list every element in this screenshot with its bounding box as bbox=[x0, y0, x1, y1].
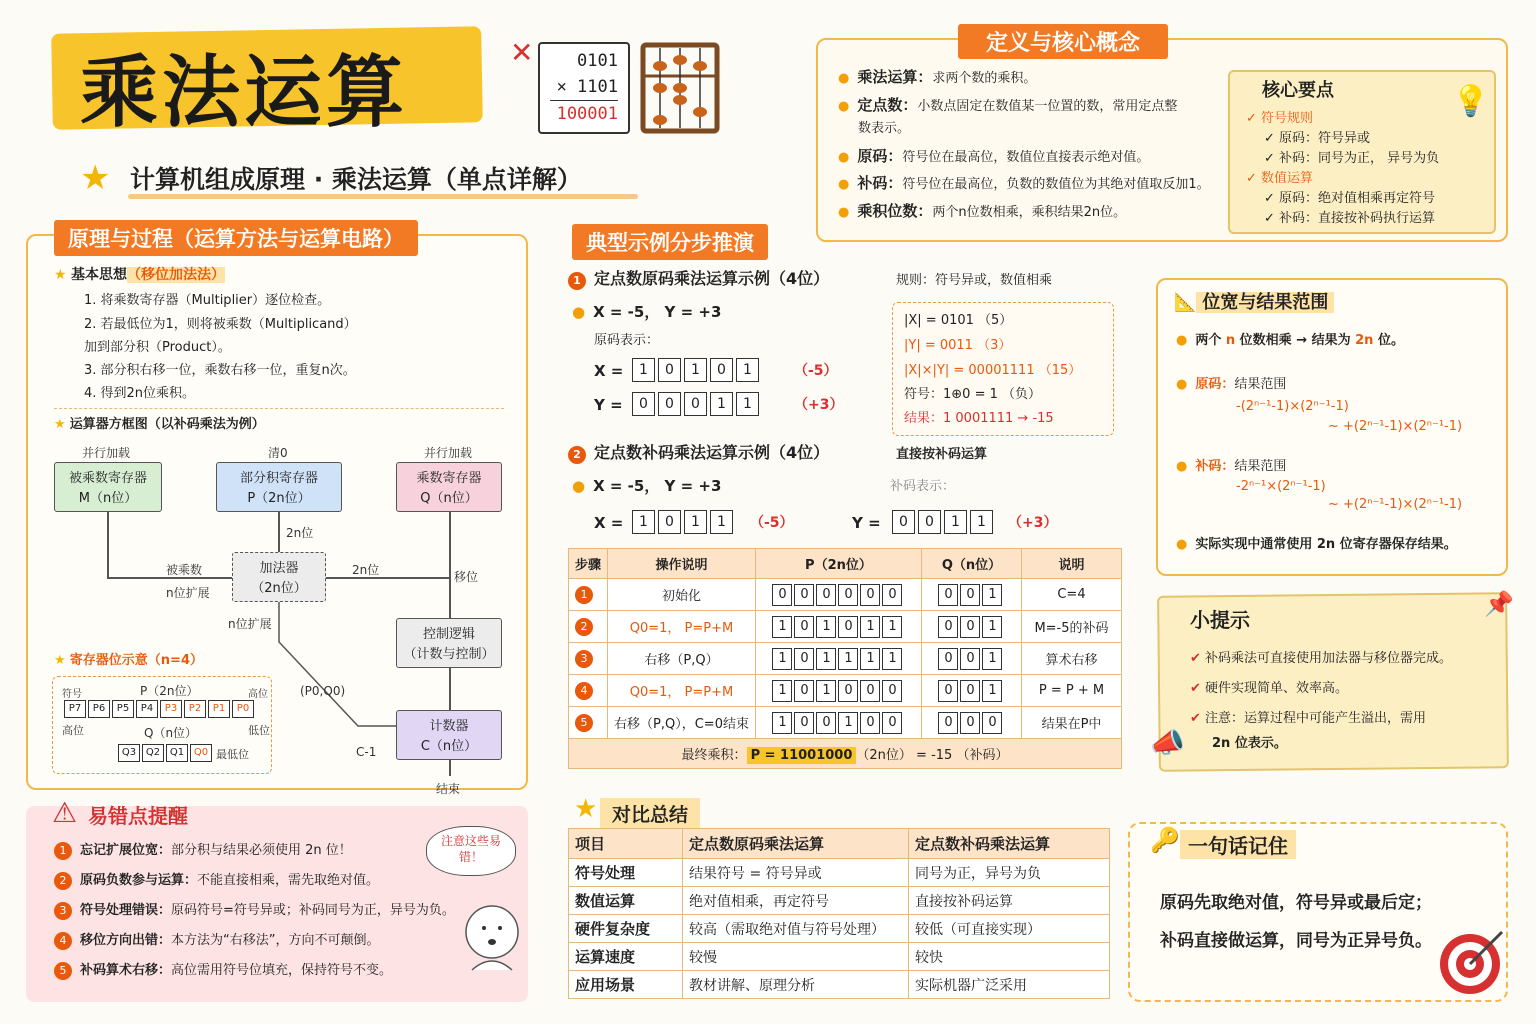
cell: 较高（需取绝对值与符号处理） bbox=[689, 921, 885, 938]
remember-line-2: 补码直接做运算，同号为正异号负。 bbox=[1160, 931, 1432, 951]
reg-high: 高位 bbox=[62, 724, 84, 737]
table-row bbox=[569, 887, 1110, 915]
step-1: 1. 将乘数寄存器（Multiplier）逐位检查。 bbox=[84, 293, 331, 308]
multiplicand-register: 被乘数寄存器 M（n位） bbox=[54, 462, 162, 512]
label-end: 结束 bbox=[436, 782, 461, 796]
bit: 0 bbox=[938, 648, 958, 670]
bit: 1 bbox=[684, 510, 707, 534]
ex2-y-label: Y = bbox=[852, 514, 881, 532]
core-line-5: ✓ 原码：绝对值相乘再定符号 bbox=[1264, 191, 1436, 206]
bit: 1 bbox=[944, 510, 967, 534]
bit: 0 bbox=[658, 392, 681, 416]
table-row bbox=[569, 915, 1110, 943]
reg-p-label: P（2n位） bbox=[140, 684, 199, 698]
table-row bbox=[569, 579, 1122, 611]
star-icon: ★ bbox=[574, 794, 598, 824]
bit: 0 bbox=[816, 584, 836, 606]
bit: 0 bbox=[794, 712, 814, 734]
step-note: 结果在P中 bbox=[1041, 717, 1102, 732]
ex1-calc-5: 结果：1 0001111 → -15 bbox=[904, 411, 1054, 426]
basic-idea-heading: ★ 基本思想（移位加法法） bbox=[54, 267, 226, 283]
cell: 实际机器广泛采用 bbox=[915, 977, 1027, 994]
bit: 0 bbox=[838, 584, 858, 606]
label-multiplicand: 被乘数 bbox=[166, 563, 203, 577]
step-note: 算术右移 bbox=[1045, 653, 1098, 668]
label-shift: 移位 bbox=[454, 570, 479, 584]
bit: 1 bbox=[982, 680, 1002, 702]
steps-table bbox=[568, 548, 1122, 769]
cell: 符号处理 bbox=[575, 864, 636, 882]
bit: 1 bbox=[772, 712, 792, 734]
cell: 运算速度 bbox=[575, 948, 636, 966]
col-header: 定点数补码乘法运算 bbox=[909, 829, 1110, 859]
bit: 0 bbox=[794, 616, 814, 638]
ex2-x-label: X = bbox=[594, 514, 624, 532]
bit: P3 bbox=[160, 700, 182, 718]
col-header: 操作说明 bbox=[608, 549, 756, 579]
range-title: 📐 位宽与结果范围 bbox=[1174, 288, 1334, 314]
bit: P2 bbox=[184, 700, 206, 718]
bit: Q3 bbox=[118, 744, 140, 762]
core-points-title: 核心要点 bbox=[1262, 80, 1334, 101]
ex2-repr: 补码表示： bbox=[890, 479, 956, 494]
pitfall-1: 1 忘记扩展位宽：部分积与结果必须使用 2n 位！ bbox=[54, 842, 352, 860]
tip-2: ✔ 硬件实现简单、效率高。 bbox=[1190, 681, 1349, 696]
definitions-banner: 定义与核心概念 bbox=[958, 24, 1168, 59]
ex1-repr: 原码表示： bbox=[594, 333, 660, 348]
ex2-rule: 直接按补码运算 bbox=[896, 447, 988, 462]
bit: 1 bbox=[736, 392, 759, 416]
bit: 0 bbox=[938, 712, 958, 734]
reg-q-bits bbox=[118, 744, 214, 762]
bit: 0 bbox=[816, 712, 836, 734]
ex2-xy: ● X = -5， Y = +3 bbox=[572, 477, 722, 495]
bit: 1 bbox=[982, 648, 1002, 670]
step-note: C=4 bbox=[1057, 587, 1086, 602]
step-note: M=-5的补码 bbox=[1034, 621, 1109, 636]
final-result: 最终乘积： P = 11001000 （2n位） = -15 （补码） bbox=[569, 739, 1122, 769]
bit: 0 bbox=[772, 584, 792, 606]
col-header: 定点数原码乘法运算 bbox=[683, 829, 909, 859]
step-2: 2. 若最低位为1，则将被乘数（Multiplicand） bbox=[84, 317, 357, 332]
bit: 0 bbox=[710, 358, 733, 382]
bit: P7 bbox=[64, 700, 86, 718]
wire bbox=[449, 760, 451, 776]
core-line-1: ✓ 符号规则 bbox=[1246, 111, 1314, 126]
bit: 1 bbox=[632, 510, 655, 534]
bit: P6 bbox=[88, 700, 110, 718]
bit: 0 bbox=[938, 584, 958, 606]
pitfall-3: 3 符号处理错误：原码符号=符号异或；补码同号为正，异号为负。 bbox=[54, 902, 455, 920]
bit: 0 bbox=[838, 680, 858, 702]
step-number: 4 bbox=[575, 682, 593, 700]
step-3: 3. 部分积右移一位，乘数右移一位，重复n次。 bbox=[84, 363, 356, 378]
ruler-icon: 📐 bbox=[1174, 292, 1197, 313]
cell: 教材讲解、原理分析 bbox=[689, 977, 815, 994]
speech-bubble: 注意这些易错！ bbox=[426, 826, 516, 876]
principle-banner: 原理与过程（运算方法与运算电路） bbox=[54, 220, 418, 256]
bit: 1 bbox=[982, 584, 1002, 606]
label-load-2: 并行加载 bbox=[424, 446, 473, 460]
bit: 0 bbox=[632, 392, 655, 416]
reg-sign: 符号 bbox=[62, 689, 82, 700]
ex1-calc-2: |Y| = 0011 （3） bbox=[904, 338, 1012, 353]
subtitle-underline bbox=[128, 194, 638, 199]
table-row bbox=[569, 675, 1122, 707]
ex1-rule: 规则：符号异或，数值相乘 bbox=[896, 273, 1053, 288]
step-op: Q0=1， P=P+M bbox=[629, 621, 734, 636]
ex2-x-bits bbox=[632, 510, 736, 534]
page-title: 乘法运算 bbox=[80, 48, 409, 138]
bit: 0 bbox=[918, 510, 941, 534]
ex1-calc-1: |X| = 0101 （5） bbox=[904, 313, 1013, 328]
table-row bbox=[569, 707, 1122, 739]
step-2b: 加到部分积（Product）。 bbox=[84, 340, 231, 355]
calc-result: 100001 bbox=[556, 104, 618, 124]
bit: 1 bbox=[970, 510, 993, 534]
control-logic: 控制逻辑 （计数与控制） bbox=[396, 618, 502, 668]
divider bbox=[54, 408, 504, 409]
ex1-calc-4: 符号：1⊕0 = 1 （负） bbox=[904, 387, 1041, 402]
wire bbox=[278, 512, 280, 552]
bit: 1 bbox=[632, 358, 655, 382]
register-heading: ★ 寄存器位示意（n=4） bbox=[54, 653, 203, 668]
calc-line-2: × 1101 bbox=[550, 74, 618, 101]
tip-1: ✔ 补码乘法可直接使用加法器与移位器完成。 bbox=[1190, 651, 1453, 666]
def-item-5: ● 乘积位数：两个n位数相乘，乘积结果2n位。 bbox=[838, 202, 1127, 220]
col-header: 项目 bbox=[569, 829, 683, 859]
table-row bbox=[569, 643, 1122, 675]
def-item-4: ● 补码：符号位在最高位，负数的数值位为其绝对值取反加1。 bbox=[838, 174, 1210, 192]
ex1-x-label: X = bbox=[594, 362, 624, 380]
label-2n-up: 2n位 bbox=[286, 526, 314, 540]
step-number: 3 bbox=[575, 650, 593, 668]
ex1-calc-3: |X|×|Y| = 00001111 （15） bbox=[904, 363, 1082, 378]
reg-high-left: 高位 bbox=[248, 689, 268, 700]
bit: 1 bbox=[882, 616, 902, 638]
thinking-face-icon bbox=[462, 902, 522, 972]
bit: 0 bbox=[838, 616, 858, 638]
bit: 1 bbox=[816, 616, 836, 638]
ex1-y-bits bbox=[632, 392, 762, 416]
bit: 1 bbox=[838, 648, 858, 670]
def-item-3: ● 原码：符号位在最高位，数值位直接表示绝对值。 bbox=[838, 147, 1150, 165]
range-bu: ● 补码：结果范围 bbox=[1176, 459, 1287, 474]
cell: 较慢 bbox=[689, 949, 717, 966]
cell: 硬件复杂度 bbox=[575, 920, 651, 938]
label-2n-right: 2n位 bbox=[352, 563, 380, 577]
bit: 0 bbox=[794, 584, 814, 606]
diagram-heading: ★ 运算器方框图（以补码乘法为例） bbox=[54, 417, 265, 432]
ex1-y-val: （+3） bbox=[794, 397, 844, 413]
multiply-icon: ✕ bbox=[510, 36, 534, 69]
ex1-y-label: Y = bbox=[594, 396, 623, 414]
bit: 1 bbox=[772, 648, 792, 670]
wire-diag bbox=[278, 602, 398, 732]
ex2-x-val: （-5） bbox=[750, 515, 794, 531]
pitfall-5: 5 补码算术右移：高位需用符号位填充，保持符号不变。 bbox=[54, 962, 392, 980]
bit: 0 bbox=[982, 712, 1002, 734]
bit: 0 bbox=[938, 680, 958, 702]
warning-icon: ⚠ bbox=[52, 796, 78, 829]
compare-title: 对比总结 bbox=[600, 798, 700, 829]
bit: 0 bbox=[960, 584, 980, 606]
pitfall-2: 2 原码负数参与运算：不能直接相乘，需先取绝对值。 bbox=[54, 872, 379, 890]
bit: 0 bbox=[960, 680, 980, 702]
cell: 结果符号 = 符号异或 bbox=[689, 865, 822, 882]
reg-lowest: 最低位 bbox=[216, 748, 249, 761]
bit: 0 bbox=[960, 712, 980, 734]
bit: 0 bbox=[960, 648, 980, 670]
def-item-2: ● 定点数：小数点固定在数值某一位置的数，常用定点整 bbox=[838, 96, 1178, 114]
bit: 1 bbox=[816, 648, 836, 670]
ex2-title: 2 定点数补码乘法运算示例（4位） bbox=[568, 444, 829, 464]
bit: 0 bbox=[658, 510, 681, 534]
label-load-1: 并行加载 bbox=[82, 446, 131, 460]
col-header: 步骤 bbox=[569, 549, 608, 579]
wire bbox=[449, 668, 451, 710]
pin-icon: 📌 bbox=[1484, 590, 1514, 618]
core-line-4: ✓ 数值运算 bbox=[1246, 171, 1314, 186]
table-row bbox=[569, 971, 1110, 999]
megaphone-icon: 📣 bbox=[1150, 726, 1185, 759]
range-line-1: ● 两个 n 位数相乘 → 结果为 2n 位。 bbox=[1176, 333, 1404, 348]
cell: 绝对值相乘，再定符号 bbox=[689, 893, 829, 910]
bit: 1 bbox=[860, 616, 880, 638]
range-bu-f1: -2ⁿ⁻¹×(2ⁿ⁻¹-1) bbox=[1236, 479, 1326, 494]
bit: P0 bbox=[232, 700, 254, 718]
bit: 0 bbox=[658, 358, 681, 382]
bit: 1 bbox=[710, 392, 733, 416]
cell: 数值运算 bbox=[575, 892, 636, 910]
col-header: 说明 bbox=[1021, 549, 1121, 579]
lightbulb-icon: 💡 bbox=[1452, 84, 1490, 119]
cell: 直接按补码运算 bbox=[915, 893, 1013, 910]
tips-title: 小提示 bbox=[1190, 608, 1250, 632]
step-4: 4. 得到2n位乘积。 bbox=[84, 386, 196, 401]
step-number: 2 bbox=[575, 618, 593, 636]
bit: 1 bbox=[736, 358, 759, 382]
step-op: 右移（P,Q） bbox=[644, 653, 719, 668]
step-op: 右移（P,Q），C=0结束 bbox=[614, 717, 749, 732]
bit: 0 bbox=[892, 510, 915, 534]
ex1-x-bits bbox=[632, 358, 762, 382]
pitfalls-title: 易错点提醒 bbox=[88, 804, 188, 828]
step-op: Q0=1， P=P+M bbox=[629, 685, 734, 700]
bit: 1 bbox=[710, 510, 733, 534]
label-p0q0: (P0,Q0) bbox=[300, 684, 346, 698]
wire bbox=[107, 512, 109, 578]
abacus-icon bbox=[640, 42, 720, 134]
range-yuan: ● 原码：结果范围 bbox=[1176, 377, 1287, 392]
range-yuan-f1: -(2ⁿ⁻¹-1)×(2ⁿ⁻¹-1) bbox=[1236, 399, 1349, 414]
col-header: Q（n位） bbox=[921, 549, 1021, 579]
bit: 1 bbox=[684, 358, 707, 382]
star-icon: ★ bbox=[80, 158, 111, 198]
bit: 0 bbox=[882, 680, 902, 702]
bit: Q1 bbox=[166, 744, 188, 762]
cell: 同号为正，异号为负 bbox=[915, 865, 1041, 882]
bit: P5 bbox=[112, 700, 134, 718]
target-icon bbox=[1436, 926, 1506, 996]
bit: 1 bbox=[982, 616, 1002, 638]
bit: 0 bbox=[794, 680, 814, 702]
cell: 较低（可直接实现） bbox=[915, 921, 1041, 938]
bit: 0 bbox=[684, 392, 707, 416]
subtitle: 计算机组成原理 · 乘法运算（单点详解） bbox=[130, 165, 582, 194]
cell: 较快 bbox=[915, 949, 943, 966]
bit: P1 bbox=[208, 700, 230, 718]
def-item-1: ● 乘法运算：求两个数的乘积。 bbox=[838, 68, 1037, 86]
table-row bbox=[569, 859, 1110, 887]
bit: 0 bbox=[938, 616, 958, 638]
bit: 1 bbox=[816, 680, 836, 702]
range-bu-f2: ~ +(2ⁿ⁻¹-1)×(2ⁿ⁻¹-1) bbox=[1328, 497, 1463, 512]
bit: 0 bbox=[794, 648, 814, 670]
ex1-title: 1 定点数原码乘法运算示例（4位） bbox=[568, 270, 829, 290]
multiplier-register: 乘数寄存器 Q（n位） bbox=[396, 462, 502, 512]
key-icon: 🔑 bbox=[1150, 826, 1180, 854]
bit: 0 bbox=[860, 712, 880, 734]
bit: Q2 bbox=[142, 744, 164, 762]
label-c-1: C-1 bbox=[356, 745, 377, 759]
table-row bbox=[569, 611, 1122, 643]
ex1-x-val: （-5） bbox=[794, 363, 838, 379]
bit: 0 bbox=[860, 584, 880, 606]
col-header: P（2n位） bbox=[755, 549, 921, 579]
range-yuan-f2: ~ +(2ⁿ⁻¹-1)×(2ⁿ⁻¹-1) bbox=[1328, 419, 1463, 434]
calc-card bbox=[538, 42, 630, 134]
label-extend-2: n位扩展 bbox=[228, 617, 272, 631]
calc-line-1: 0101 bbox=[577, 51, 618, 71]
step-op: 初始化 bbox=[661, 589, 701, 604]
reg-low: 低位 bbox=[248, 724, 270, 737]
range-note: ● 实际实现中通常使用 2n 位寄存器保存结果。 bbox=[1176, 537, 1457, 552]
bit: 1 bbox=[860, 648, 880, 670]
core-line-3: ✓ 补码：同号为正， 异号为负 bbox=[1264, 151, 1440, 166]
bit: 0 bbox=[960, 616, 980, 638]
bit: 1 bbox=[838, 712, 858, 734]
tip-3b: 2n 位表示。 bbox=[1212, 736, 1287, 751]
label-clear: 清0 bbox=[268, 446, 288, 460]
remember-line-1: 原码先取绝对值，符号异或最后定； bbox=[1160, 893, 1432, 913]
reg-q-label: Q（n位） bbox=[144, 726, 198, 740]
compare-table bbox=[568, 828, 1110, 999]
reg-p-bits bbox=[64, 700, 256, 718]
cell: 应用场景 bbox=[575, 976, 636, 994]
counter: 计数器 C（n位） bbox=[396, 710, 502, 760]
core-line-6: ✓ 补码：直接按补码执行运算 bbox=[1264, 211, 1436, 226]
bit: P4 bbox=[136, 700, 158, 718]
bit: Q0 bbox=[190, 744, 212, 762]
bit: 1 bbox=[882, 648, 902, 670]
step-note: P = P + M bbox=[1038, 683, 1105, 698]
step-number: 1 bbox=[575, 586, 593, 604]
ex1-xy: ● X = -5， Y = +3 bbox=[572, 303, 722, 321]
table-row bbox=[569, 943, 1110, 971]
remember-title: 一句话记住 bbox=[1180, 830, 1296, 859]
bit: 0 bbox=[860, 680, 880, 702]
bit: 1 bbox=[772, 616, 792, 638]
def-item-2b: 数表示。 bbox=[858, 121, 911, 136]
label-extend: n位扩展 bbox=[166, 586, 210, 600]
wire bbox=[449, 512, 451, 618]
core-line-2: ✓ 原码：符号异或 bbox=[1264, 131, 1371, 146]
bit: 1 bbox=[772, 680, 792, 702]
tip-3: ✔ 注意：运算过程中可能产生溢出，需用 bbox=[1190, 711, 1427, 726]
pitfall-4: 4 移位方向出错：本方法为“右移法”，方向不可颠倒。 bbox=[54, 932, 380, 950]
bit: 0 bbox=[882, 584, 902, 606]
ex2-y-val: （+3） bbox=[1008, 515, 1058, 531]
ex2-y-bits bbox=[892, 510, 996, 534]
examples-banner: 典型示例分步推演 bbox=[572, 224, 768, 260]
product-register: 部分积寄存器 P（2n位） bbox=[216, 462, 342, 512]
step-number: 5 bbox=[575, 714, 593, 732]
adder: 加法器 （2n位） bbox=[232, 552, 326, 602]
wire bbox=[326, 577, 450, 579]
bit: 0 bbox=[882, 712, 902, 734]
